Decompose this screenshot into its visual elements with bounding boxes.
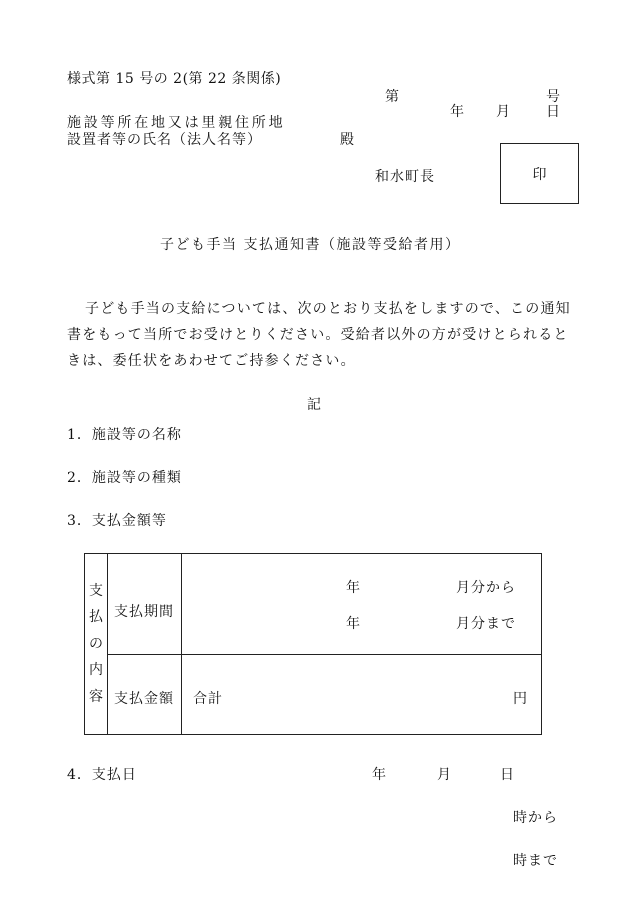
item-payment-amount: 3．支払金額等 [67,513,167,529]
vertical-header-cell [85,554,107,734]
item-facility-type: 2．施設等の種類 [67,470,182,486]
payment-date-year: 年 [372,767,387,783]
number-prefix: 第 [385,89,400,105]
vertical-char: の [89,635,103,652]
payment-date-month: 月 [437,767,452,783]
form-number: 様式第 15 号の 2(第 22 条関係) [67,71,282,87]
vertical-char: 払 [89,609,103,626]
item-facility-name: 1．施設等の名称 [67,427,182,443]
payment-time-to: 時まで [513,853,558,869]
body-text: 子ども手当の支給については、次のとおり支払をしますので、この通知書をもって当所でお受けとりください。受給者以外の方が受けとられるときは、委任状をあわせてご持参ください。 [67,301,571,369]
vertical-char: 容 [89,688,103,705]
vertical-char: 支 [89,582,103,599]
number-suffix: 号 [546,89,561,105]
total-label: 合計 [193,691,223,707]
period-from-year: 年 [346,580,361,596]
payment-date-day: 日 [500,767,515,783]
seal-box [500,143,579,204]
seal-mark: 印 [532,166,547,183]
table-divider-1 [107,554,108,734]
table-row-divider [107,654,541,655]
payment-time-from: 時から [513,810,558,826]
issuer: 和水町長 [375,169,435,185]
period-to-year: 年 [346,616,361,632]
issue-date-day: 日 [546,104,561,120]
vertical-char: 内 [89,662,103,679]
honorific: 殿 [340,132,355,148]
ki-mark: 記 [307,397,322,413]
issue-date-month: 月 [496,104,511,120]
name-line: 設置者等の氏名（法人名等） [67,132,262,148]
document-title: 子ども手当 支払通知書（施設等受給者用） [160,237,461,253]
period-from-month: 月分から [456,580,516,596]
table-divider-2 [181,554,182,734]
period-to-month: 月分まで [456,616,516,632]
period-label: 支払期間 [114,604,174,620]
address-line: 施設等所在地又は里親住所地 [67,115,286,131]
item-payment-date: 4．支払日 [67,767,137,783]
yen-unit: 円 [513,691,528,707]
amount-label: 支払金額 [114,691,174,707]
payment-table [84,553,542,735]
issue-date-year: 年 [450,104,465,120]
